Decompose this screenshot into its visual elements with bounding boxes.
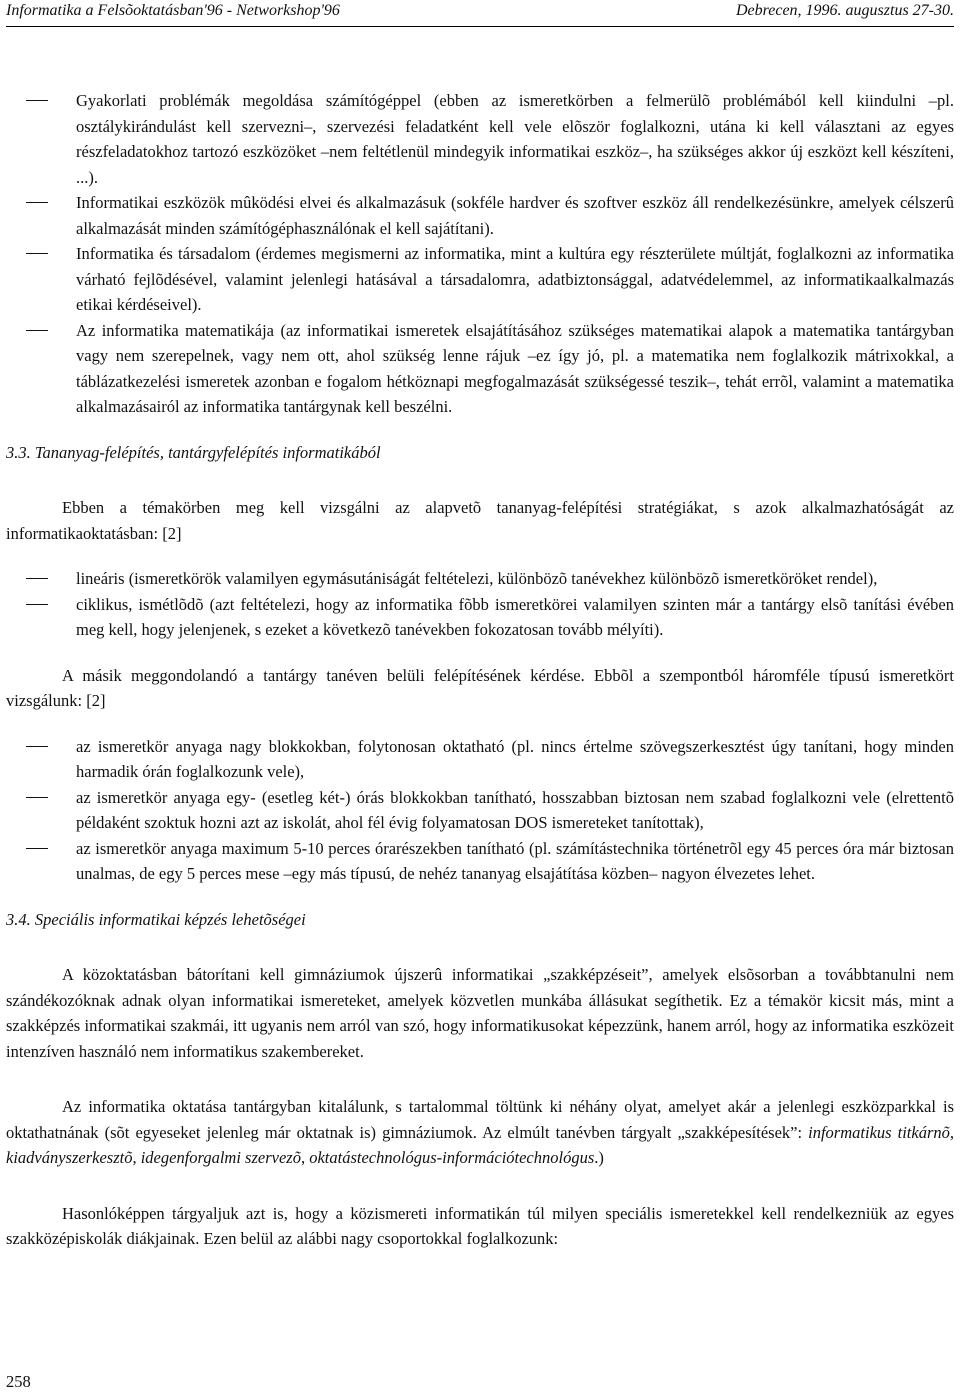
list-item: az ismeretkör anyaga nagy blokkokban, folytonosan oktatható (pl. nincs értelme szövegszerkesztést úgy tanítani, hogy minden harmadik órán foglalkozunk vele),	[6, 734, 954, 785]
list-item: az ismeretkör anyaga egy- (esetleg két-) órás blokkokban tanítható, hosszabban biztosan nem szabad foglalkozni vele (elrettentõ példaként szoktuk hozni azt az iskolát, ahol fél évig folyamatosan DOS ismereteket tanítottak),	[6, 785, 954, 836]
list-item: Az informatika matematikája (az informatikai ismeretek elsajátításához szükséges matematikai alapok a matematika tantárgyban vagy nem szerepelnek, vagy nem ott, ahol szükség lenne rájuk –ez így jó, pl. a matematika nem foglalkozik mátrixokkal, a táblázatkezelési ismeretek azonban e fogalom hétköznapi megfogalmazását szükségessé teszik–, tehát errõl, valamint a matematika alkalmazásairól az informatika tantárgynak kell beszélni.	[6, 318, 954, 420]
page-number: 258	[6, 1372, 31, 1391]
list-item: Informatika és társadalom (érdemes megismerni az informatika, mint a kultúra egy részterülete múltját, foglalkozni az informatika várható fejlõdésével, valamint jelenlegi hatásával a társadalomra, adatbiztonsággal, adatvédelemmel, az informatikaalkalmazás etikai kérdéseivel).	[6, 241, 954, 318]
paragraph: A közoktatásban bátorítani kell gimnáziumok újszerû informatikai „szakképzéseit”, amelyek elsõsorban a továbbtanulni nem szándékozóknak adnak olyan informatikai ismereteket, amelyek közvetlen munkába állásukat segíthetik. Ez a témakör kicsit más, mint a szakképzés informatikai szakmái, itt ugyanis nem arról van szó, hogy informatikusokat képezzünk, hanem arról, hogy az informatika eszközeit intenzíven használó nem informatikus szakembereket.	[6, 965, 954, 1061]
topic-type-list	[6, 734, 954, 887]
list-item: Informatikai eszközök mûködési elvei és alkalmazásuk (sokféle hardver és szoftver eszköz áll rendelkezésünkre, amelyek célszerû alkalmazását minden számítógéphasználónak el kell sajátítani).	[6, 190, 954, 241]
topic-list	[6, 88, 954, 420]
page-content	[6, 88, 954, 1252]
dash-bullet-icon	[26, 746, 48, 747]
list-item: Gyakorlati problémák megoldása számítógéppel (ebben az ismeretkörben a felmerülõ problémából kell kiindulni –pl. osztálykirándulást kell szervezni–, szervezési feladatként kell vele elõször foglalkozni, utána ki kell választani az egyes részfeladatokhoz tartozó eszközöket –nem feltétlenül mindegyik informatikai eszköz–, ha szükséges akkor új eszközt kell készíteni, ...).	[6, 88, 954, 190]
list-item: lineáris (ismeretkörök valamilyen egymásutániságát feltételezi, különbözõ tanévekhez különbözõ ismeretköröket rendel),	[6, 566, 954, 592]
list-item: ciklikus, ismétlõdõ (azt feltételezi, hogy az informatika fõbb ismeretkörei valamilyen szinten már a tantárgy elsõ tanítási évében meg kell, hogy jelenjenek, s ezeket a következõ tanévekben fokozatosan tovább mélyíti).	[6, 592, 954, 643]
paragraph: Az informatika oktatása tantárgyban kitalálunk, s tartalommal töltünk ki néhány olyat, amelyet akár a jelenlegi eszközparkkal is oktathatnának (sõt egyeseket jelenleg már oktatnak is) gimnáziumok. Az elmúlt tanévben tárgyalt „szakképesítések”: informatikus titkárnõ, kiadványszerkesztõ, idegenforgalmi szervezõ, oktatástechnológus-információtechnológus.)	[6, 1097, 955, 1167]
paragraph: Hasonlóképpen tárgyaljuk azt is, hogy a közismereti informatikán túl milyen speciális ismeretekkel kell rendelkezniük az egyes szakközépiskolák diákjainak. Ezen belül az alábbi nagy csoportokkal foglalkozunk:	[6, 1203, 954, 1248]
dash-bullet-icon	[26, 202, 48, 203]
dash-bullet-icon	[26, 848, 48, 849]
list-item: az ismeretkör anyaga maximum 5-10 perces órarészekben tanítható (pl. számítástechnika történetrõl egy 45 perces óra már biztosan unalmas, de egy 5 perces mese –egy más típusú, de nehéz tananyag elsajátítása közben– nagyon élvezetes lehet.	[6, 836, 954, 887]
dash-bullet-icon	[26, 578, 48, 579]
dash-bullet-icon	[26, 330, 48, 331]
section-heading-3-3: 3.3. Tananyag-felépítés, tantárgyfelépítés informatikából	[6, 442, 381, 462]
paragraph: A másik meggondolandó a tantárgy tanéven belüli felépítésének kérdése. Ebbõl a szempontból háromféle típusú ismeretkört vizsgálunk: [2]	[6, 665, 954, 710]
dash-bullet-icon	[26, 253, 48, 254]
page-header	[6, 0, 954, 27]
strategy-list	[6, 566, 954, 643]
paragraph: Ebben a témakörben meg kell vizsgálni az alapvetõ tananyag-felépítési stratégiákat, s azok alkalmazhatóságát az informatikaoktatásban: [2]	[6, 498, 954, 543]
header-location-date: Debrecen, 1996. augusztus 27-30.	[735, 2, 954, 19]
dash-bullet-icon	[26, 604, 48, 605]
header-conference-title: Informatika a Felsõoktatásban'96 - Networkshop'96	[6, 2, 340, 19]
section-heading-3-4: 3.4. Speciális informatikai képzés lehetõségei	[6, 909, 306, 929]
dash-bullet-icon	[26, 797, 48, 798]
dash-bullet-icon	[26, 100, 48, 101]
